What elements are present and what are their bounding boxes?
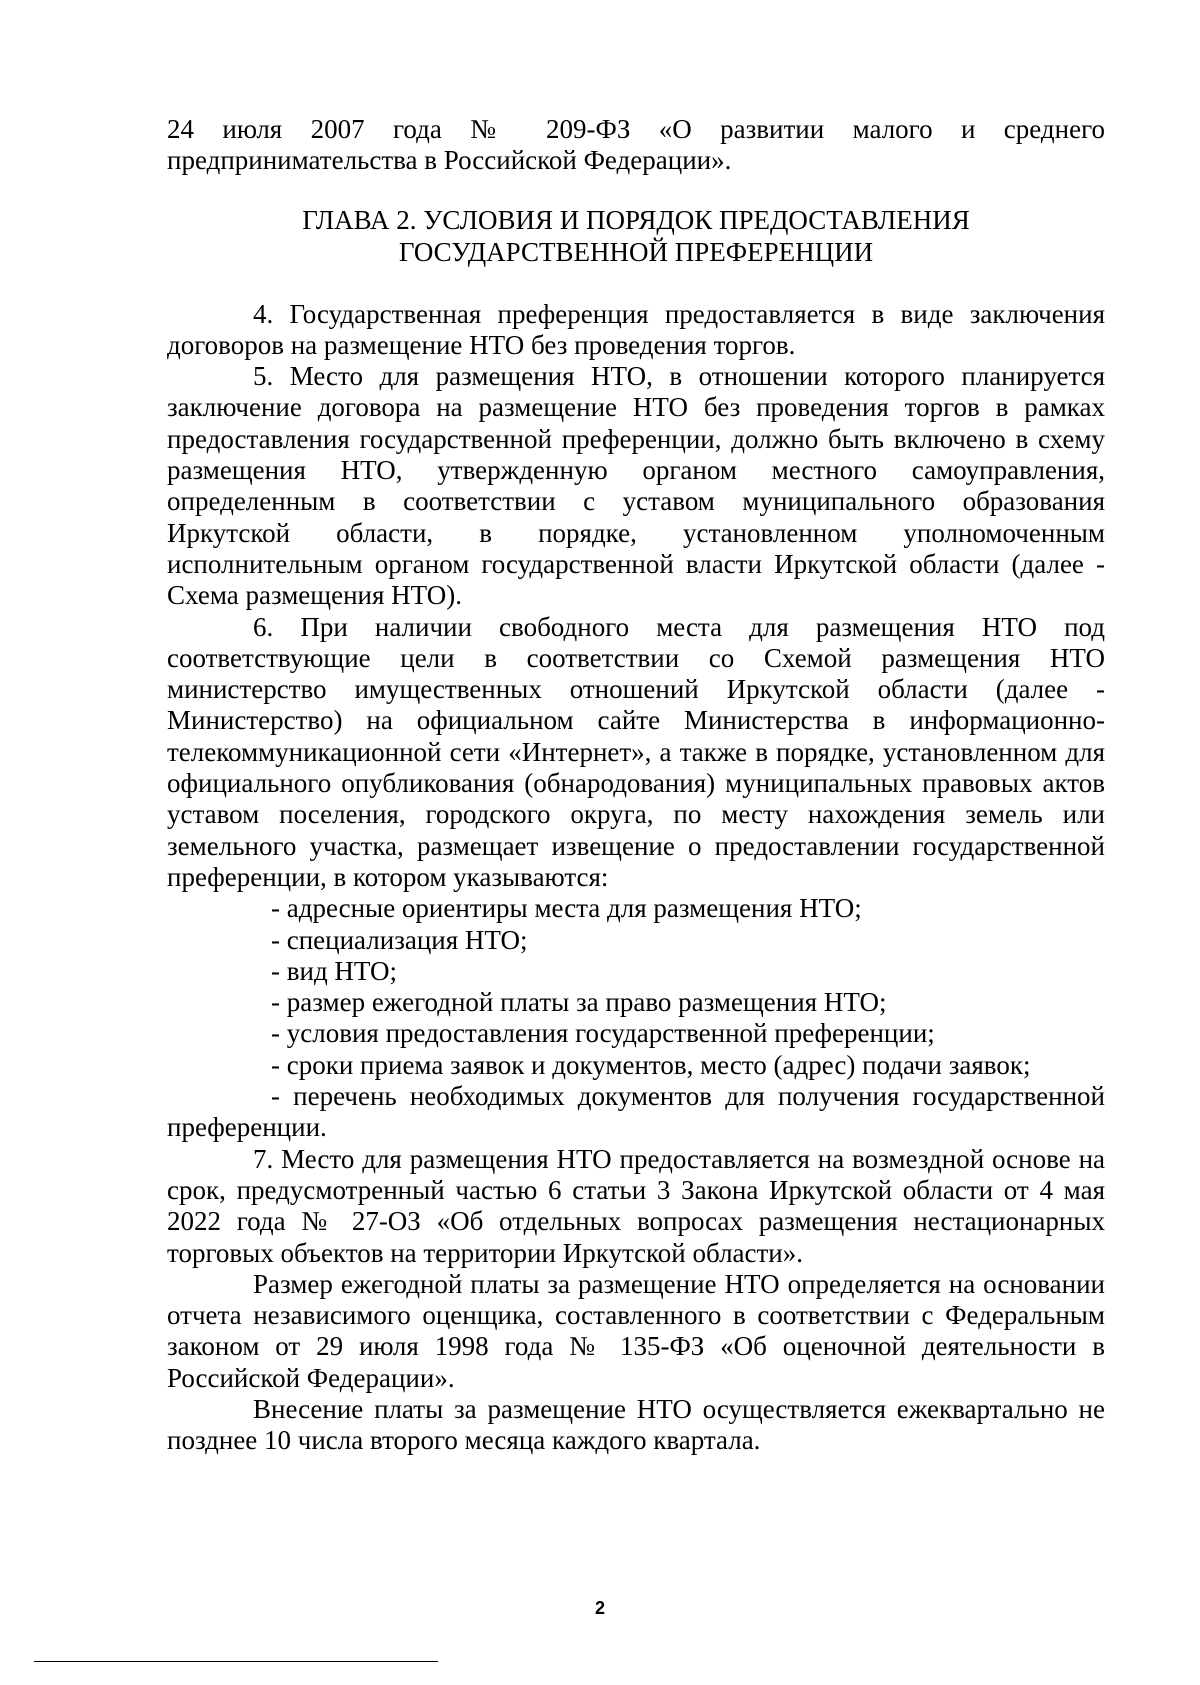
chapter-heading xyxy=(167,204,1105,268)
paragraph-7-fee: Размер ежегодной платы за размещение НТО определяется на основании отчета независимого оценщика, составленного в соответствии с Федеральным законом от 29 июля 1998 года № 135-ФЗ «Об оценочной деятельности в Российской Федерации». xyxy=(167,1268,1105,1393)
list-item: - сроки приема заявок и документов, место (адрес) подачи заявок; xyxy=(271,1049,1031,1080)
list-item: - вид НТО; xyxy=(271,955,398,986)
paragraph-7: 7. Место для размещения НТО предоставляется на возмездной основе на срок, предусмотренный частью 6 статьи 3 Закона Иркутской области от 4 мая 2022 года № 27-ОЗ «Об отдельных вопросах размещения нестационарных торговых объектов на территории Иркутской области». xyxy=(167,1143,1105,1268)
paragraph-5: 5. Место для размещения НТО, в отношении которого планируется заключение договора на размещение НТО без проведения торгов в рамках предоставления государственной преференции, должно быть включено в схему размещения НТО, утвержденную органом местного самоуправления, определенным в соответствии с уставом муниципального образования Иркутской области, в порядке, установленном уполномоченным исполнительным органом государственной власти Иркутской области (далее - Схема размещения НТО). xyxy=(167,361,1105,611)
notice-contents-list xyxy=(167,893,1105,1143)
list-item: - специализация НТО; xyxy=(271,924,528,955)
paragraph-6: 6. При наличии свободного места для размещения НТО под соответствующие цели в соответствии со Схемой размещения НТО министерство имущественных отношений Иркутской области (далее - Министерство) на официальном сайте Министерства в информационно-телекоммуникационной сети «Интернет», а также в порядке, установленном для официального опубликования (обнародования) муниципальных правовых актов уставом поселения, городского округа, по месту нахождения земель или земельного участка, размещает извещение о предоставлении государственной преференции, в котором указываются: xyxy=(167,611,1105,892)
footnote-separator-line xyxy=(34,1661,438,1662)
list-item: - размер ежегодной платы за право размещения НТО; xyxy=(271,987,887,1018)
intro-paragraph: 24 июля 2007 года № 209-ФЗ «О развитии малого и среднего предпринимательства в Российской Федерации». xyxy=(167,114,1105,176)
list-item: - адресные ориентиры места для размещения НТО; xyxy=(271,893,862,924)
paragraph-7-payment: Внесение платы за размещение НТО осуществляется ежеквартально не позднее 10 числа второго месяца каждого квартала. xyxy=(167,1393,1105,1456)
chapter-heading-line-1: ГЛАВА 2. УСЛОВИЯ И ПОРЯДОК ПРЕДОСТАВЛЕНИЯ xyxy=(302,204,970,235)
page-number: 2 xyxy=(594,1598,605,1618)
list-item: - перечень необходимых документов для получения государственной преференции. xyxy=(167,1081,1105,1143)
chapter-heading-line-2: ГОСУДАРСТВЕННОЙ ПРЕФЕРЕНЦИИ xyxy=(398,236,874,267)
document-body xyxy=(167,114,1105,1457)
paragraph-4: 4. Государственная преференция предоставляется в виде заключения договоров на размещение НТО без проведения торгов. xyxy=(167,298,1105,360)
list-item: - условия предоставления государственной преференции; xyxy=(271,1018,935,1049)
